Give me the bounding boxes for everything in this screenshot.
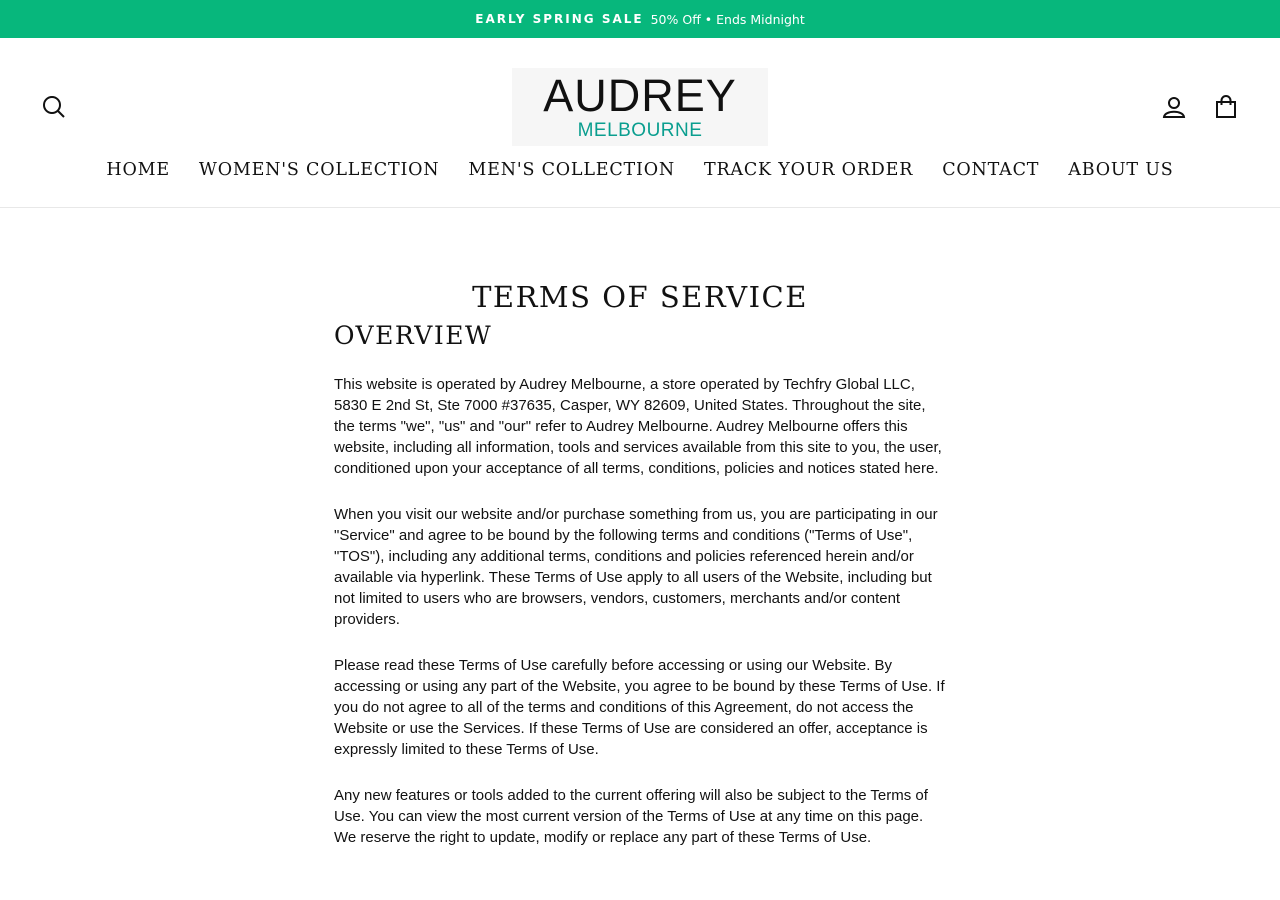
nav-about-us[interactable]: ABOUT US: [1068, 160, 1174, 180]
page-title: TERMS OF SERVICE: [472, 280, 808, 314]
search-button[interactable]: [39, 92, 69, 122]
section-heading-overview: OVERVIEW: [334, 321, 493, 350]
search-icon: [41, 94, 67, 120]
announcement-highlight: EARLY SPRING SALE: [475, 12, 644, 26]
logo-wordmark: AUDREY: [543, 69, 737, 121]
main-navigation: [0, 158, 1280, 182]
user-icon: [1161, 94, 1187, 120]
nav-mens-collection[interactable]: MEN'S COLLECTION: [468, 160, 675, 180]
account-button[interactable]: [1159, 92, 1189, 122]
paragraph: When you visit our website and/or purchase something from us, you are participating in our "Service" and agree to be bound by the following terms and conditions ("Terms of Use", "TOS"), including any additional terms, conditions and policies referenced herein and/or available via hyperlink. These Terms of Use apply to all users of the Website, including but not limited to users who are browsers, vendors, customers, merchants and/or content providers.: [334, 506, 938, 628]
logo-subtitle: MELBOURNE: [577, 119, 703, 141]
nav-womens-collection[interactable]: WOMEN'S COLLECTION: [198, 160, 440, 180]
store-logo[interactable]: [512, 68, 768, 146]
nav-contact[interactable]: CONTACT: [942, 160, 1040, 180]
paragraph: Please read these Terms of Use carefully before accessing or using our Website. By accessing or using any part of the Website, you agree to be bound by these Terms of Use. If you do not agree to all of the terms and conditions of this Agreement, do not access the Website or use the Services. If these Terms of Use are considered an offer, acceptance is expressly limited to these Terms of Use.: [334, 657, 945, 758]
nav-track-order[interactable]: TRACK YOUR ORDER: [703, 160, 914, 180]
announcement-detail: 50% Off • Ends Midnight: [650, 11, 805, 27]
nav-home[interactable]: HOME: [106, 160, 170, 180]
cart-button[interactable]: [1211, 92, 1241, 122]
announcement-bar[interactable]: [0, 0, 1280, 38]
page-content: [334, 208, 946, 848]
bag-icon: [1213, 94, 1239, 120]
paragraph: This website is operated by Audrey Melbourne, a store operated by Techfry Global LLC, 5830 E 2nd St, Ste 7000 #37635, Casper, WY 82609, United States. Throughout the site, the terms "we", "us" and "our" refer to Audrey Melbourne. Audrey Melbourne offers this website, including all information, tools and services available from this site to you, the user, conditioned upon your acceptance of all terms, conditions, policies and notices stated here.: [334, 376, 942, 477]
site-header: [0, 38, 1280, 208]
paragraph: Any new features or tools added to the current offering will also be subject to the Terms of Use. You can view the most current version of the Terms of Use at any time on this page. We reserve the right to update, modify or replace any part of these Terms of Use.: [334, 787, 928, 846]
